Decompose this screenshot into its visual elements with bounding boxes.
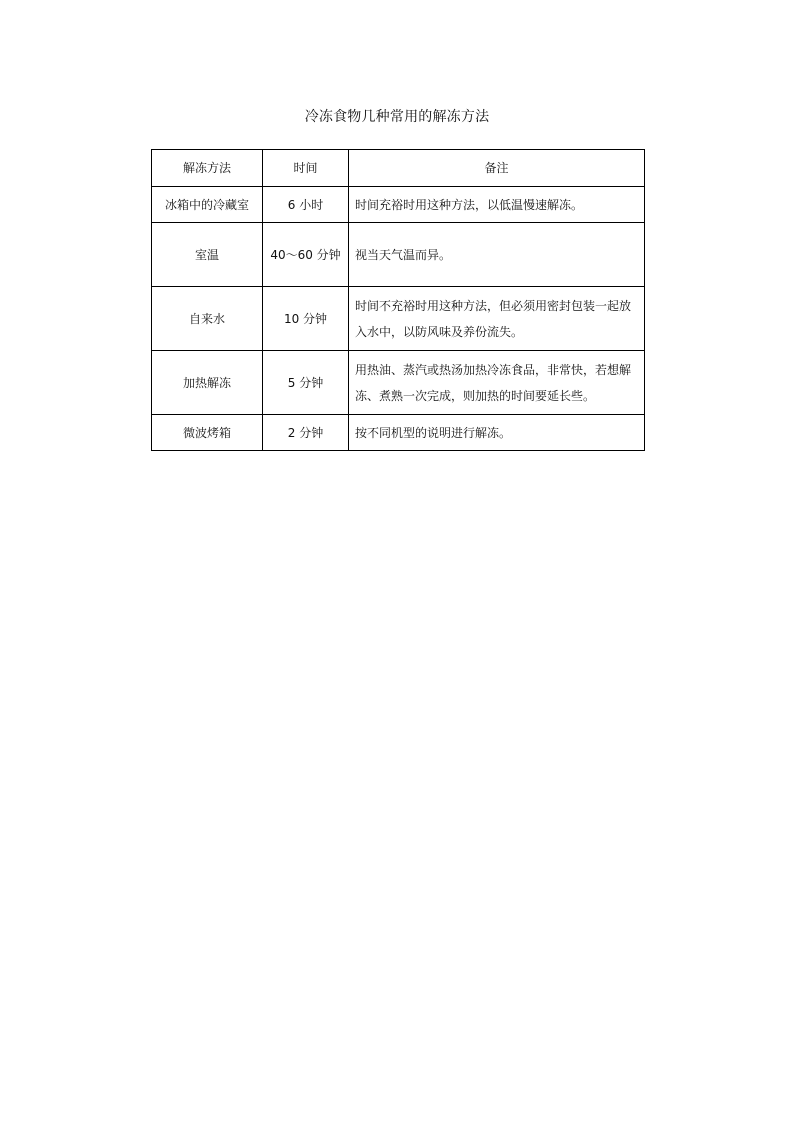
cell-method: 微波烤箱: [152, 415, 263, 451]
cell-time: 2 分钟: [263, 415, 349, 451]
header-note: 备注: [349, 150, 645, 187]
table-header-row: [152, 150, 645, 187]
cell-note: 时间不充裕时用这种方法，但必须用密封包装一起放入水中，以防风味及养份流失。: [349, 287, 645, 351]
cell-method: 自来水: [152, 287, 263, 351]
table-row: [152, 287, 645, 351]
cell-time: 5 分钟: [263, 351, 349, 415]
cell-time: 10 分钟: [263, 287, 349, 351]
cell-time: 6 小时: [263, 187, 349, 223]
table-row: [152, 351, 645, 415]
cell-method: 室温: [152, 223, 263, 287]
table-row: [152, 223, 645, 287]
cell-time: 40～60 分钟: [263, 223, 349, 287]
table-row: [152, 415, 645, 451]
cell-note: 视当天气温而异。: [349, 223, 645, 287]
header-time: 时间: [263, 150, 349, 187]
cell-note: 按不同机型的说明进行解冻。: [349, 415, 645, 451]
thawing-methods-table: [151, 149, 645, 451]
cell-method: 加热解冻: [152, 351, 263, 415]
header-method: 解冻方法: [152, 150, 263, 187]
cell-note: 时间充裕时用这种方法，以低温慢速解冻。: [349, 187, 645, 223]
table-row: [152, 187, 645, 223]
cell-note: 用热油、蒸汽或热汤加热冷冻食品，非常快，若想解冻、煮熟一次完成，则加热的时间要延长些。: [349, 351, 645, 415]
cell-method: 冰箱中的冷藏室: [152, 187, 263, 223]
document-title: 冷冻食物几种常用的解冻方法: [304, 109, 490, 125]
